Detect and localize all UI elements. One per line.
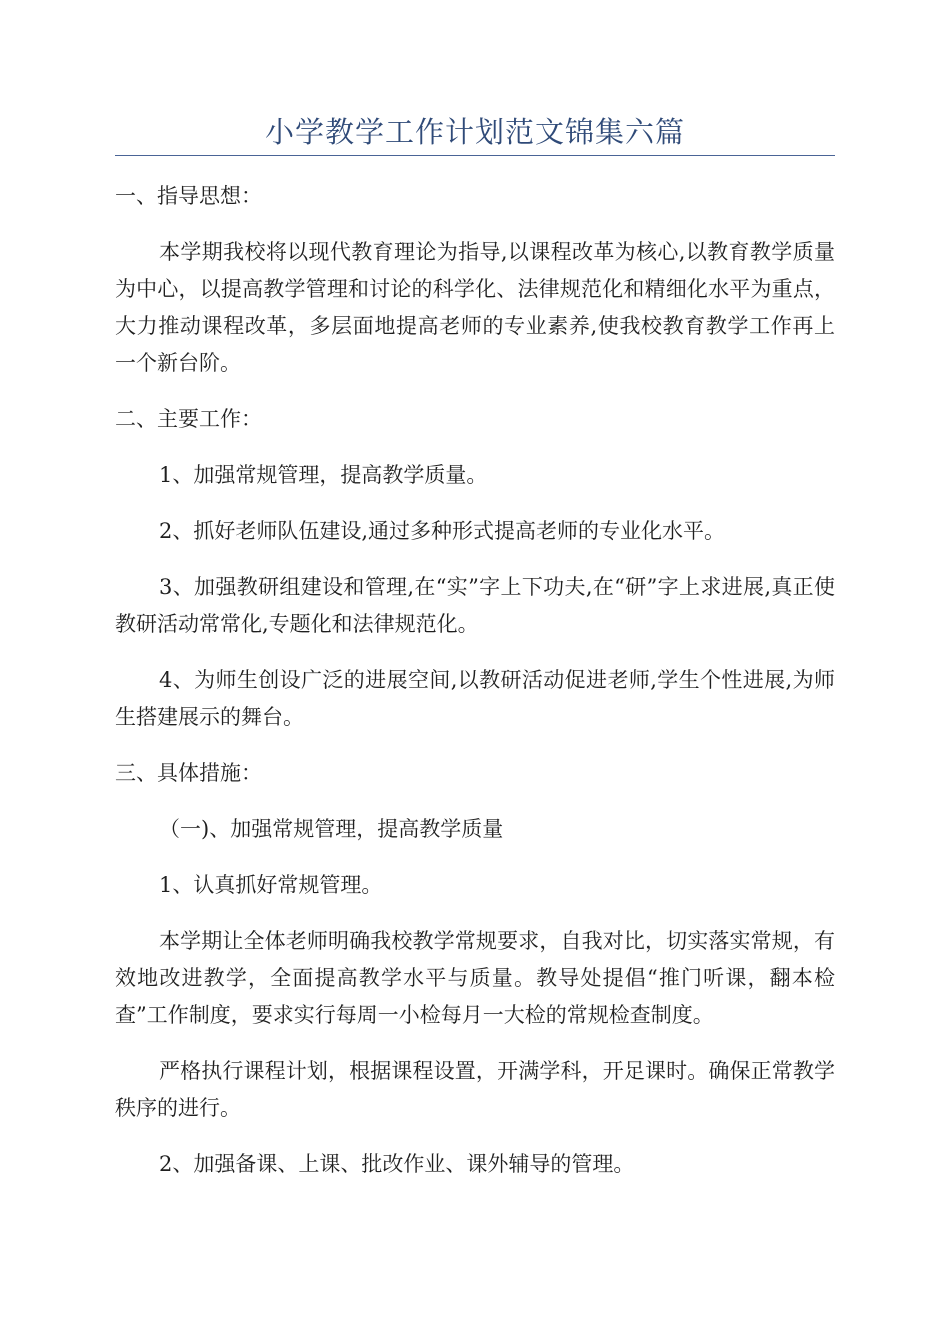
paragraph-routine-requirements: 本学期让全体老师明确我校教学常规要求，自我对比，切实落实常规，有效地改进教学，全面提高教学水平与质量。教导处提倡“推门听课，翻本检查”工作制度，要求实行每周一小检每月一大检的常规检查制度。	[115, 929, 835, 1027]
list-item-measure-1: 1、认真抓好常规管理。	[159, 873, 383, 897]
list-item-main-work-4: 4、为师生创设广泛的进展空间,以教研活动促进老师,学生个性进展,为师生搭建展示的舞台。	[115, 668, 835, 729]
heading-guiding-ideology: 一、指导思想：	[115, 184, 262, 208]
list-item-main-work-3: 3、加强教研组建设和管理,在“实”字上下功夫,在“研”字上求进展,真正使教研活动常常化,专题化和法律规范化。	[115, 575, 835, 636]
list-item-measure-2: 2、加强备课、上课、批改作业、课外辅导的管理。	[159, 1152, 635, 1176]
title-underline	[115, 155, 835, 156]
heading-main-work: 二、主要工作：	[115, 407, 262, 431]
paragraph-guiding-ideology: 本学期我校将以现代教育理论为指导,以课程改革为核心,以教育教学质量为中心，以提高教学管理和讨论的科学化、法律规范化和精细化水平为重点，大力推动课程改革，多层面地提高老师的专业素养,使我校教育教学工作再上一个新台阶。	[115, 240, 835, 375]
heading-specific-measures: 三、具体措施：	[115, 761, 262, 785]
list-item-main-work-1: 1、加强常规管理，提高教学质量。	[159, 463, 488, 487]
paragraph-curriculum-plan: 严格执行课程计划，根据课程设置，开满学科，开足课时。确保正常教学秩序的进行。	[115, 1059, 835, 1120]
document-title: 小学教学工作计划范文锦集六篇	[264, 115, 685, 149]
document-body	[115, 178, 835, 1183]
subheading-routine-management: （一)、加强常规管理，提高教学质量	[159, 817, 504, 841]
list-item-main-work-2: 2、抓好老师队伍建设,通过多种形式提高老师的专业化水平。	[159, 519, 726, 543]
